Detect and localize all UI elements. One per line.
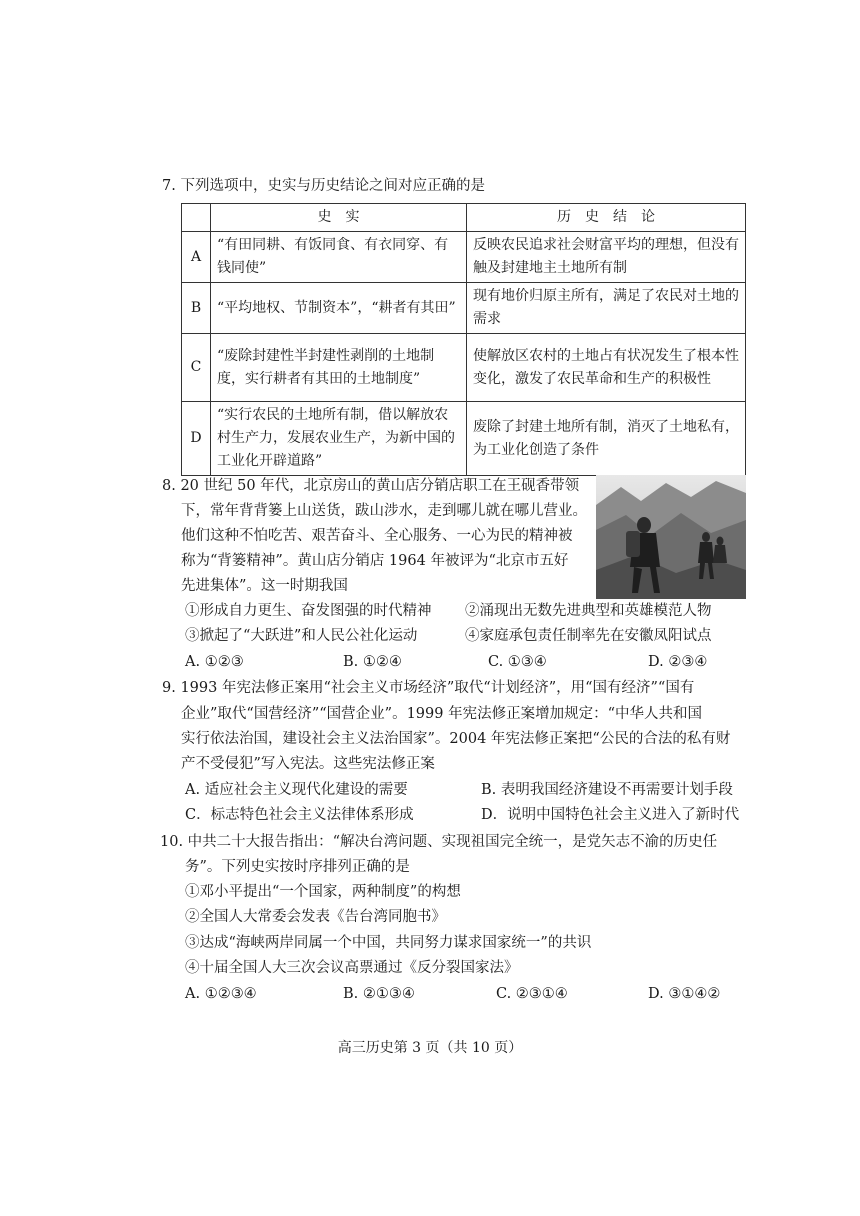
q9-option-c: C．标志特色社会主义法律体系形成 (185, 807, 414, 823)
q8-stem-line: 8. 20 世纪 50 年代，北京房山的黄山店分销店职工在王砚香带领 (162, 478, 580, 494)
q9-option-b: B. 表明我国经济建设不再需要计划手段 (481, 782, 733, 798)
header-fact: 史 实 (211, 204, 467, 232)
q8-item: ②涌现出无数先进典型和英雄模范人物 (465, 603, 712, 619)
fact-cell: “实行农民的土地所有制，借以解放农村生产力，发展农业生产，为新中国的工业化开辟道路” (211, 402, 467, 476)
q9-stem-line: 实行依法治国，建设社会主义法治国家”。2004 年宪法修正案把“公民的合法的私有财 (181, 731, 731, 747)
q10-item: ③达成“海峡两岸同属一个中国，共同努力谋求国家统一”的共识 (185, 935, 592, 951)
q8-stem-line: 先进集体”。这一时期我国 (181, 578, 348, 594)
table-corner (182, 204, 211, 232)
q10-option-d: D. ③①④② (648, 986, 721, 1002)
conclusion-cell: 反映农民追求社会财富平均的理想，但没有触及封建地主土地所有制 (467, 232, 746, 283)
q8-item: ①形成自力更生、奋发图强的时代精神 (185, 603, 432, 619)
q9-stem-line: 产不受侵犯”写入宪法。这些宪法修正案 (181, 756, 435, 772)
q8-stem-line: 他们这种不怕吃苦、艰苦奋斗、全心服务、一心为民的精神被 (181, 528, 573, 544)
fact-cell: “有田同耕、有饭同食、有衣同穿、有钱同使” (211, 232, 467, 283)
q8-item: ④家庭承包责任制率先在安徽凤阳试点 (465, 628, 712, 644)
q10-item: ②全国人大常委会发表《告台湾同胞书》 (185, 909, 446, 925)
table-row (182, 232, 746, 283)
row-label: A (182, 232, 211, 283)
table-row (182, 402, 746, 476)
q10-stem-line: 10. 中共二十大报告指出：“解决台湾问题、实现祖国完全统一，是党矢志不渝的历史任 (160, 834, 718, 850)
q7-stem: 7. 下列选项中，史实与历史结论之间对应正确的是 (162, 178, 485, 194)
q10-stem-line: 务”。下列史实按时序排列正确的是 (185, 859, 410, 875)
mountain-porters-image (596, 475, 746, 599)
conclusion-cell: 废除了封建土地所有制，消灭了土地私有，为工业化创造了条件 (467, 402, 746, 476)
q9-stem-line: 企业”取代“国营经济”“国营企业”。1999 年宪法修正案增加规定：“中华人共和国 (181, 706, 702, 722)
q8-stem-line: 称为“背篓精神”。黄山店分销店 1964 年被评为“北京市五好 (181, 553, 569, 569)
q10-item: ④十届全国人大三次会议高票通过《反分裂国家法》 (185, 960, 519, 976)
q10-option-a: A. ①②③④ (185, 986, 257, 1002)
porters-photo (596, 475, 746, 599)
fact-cell: “废除封建性半封建性剥削的土地制度，实行耕者有其田的土地制度” (211, 334, 467, 402)
q8-item: ③掀起了“大跃进”和人民公社化运动 (185, 628, 418, 644)
q9-stem-line: 9. 1993 年宪法修正案用“社会主义市场经济”取代“计划经济”，用“国有经济”“国有 (162, 680, 695, 696)
q8-option-a: A. ①②③ (185, 654, 244, 670)
header-conclusion: 历 史 结 论 (467, 204, 746, 232)
conclusion-cell: 使解放区农村的土地占有状况发生了根本性变化，激发了农民革命和生产的积极性 (467, 334, 746, 402)
q7-table (181, 203, 746, 476)
q8-option-d: D. ②③④ (648, 654, 708, 670)
q9-option-d: D．说明中国特色社会主义进入了新时代 (481, 807, 740, 823)
q8-option-c: C. ①③④ (488, 654, 547, 670)
table-row (182, 334, 746, 402)
conclusion-cell: 现有地价归原主所有，满足了农民对土地的需求 (467, 283, 746, 334)
q8-stem-line: 下，常年背背篓上山送货，跋山涉水，走到哪儿就在哪儿营业。 (181, 503, 587, 519)
q10-option-c: C. ②③①④ (496, 986, 568, 1002)
q10-option-b: B. ②①③④ (343, 986, 415, 1002)
row-label: D (182, 402, 211, 476)
table-row (182, 283, 746, 334)
q10-item: ①邓小平提出“一个国家，两种制度”的构想 (185, 884, 461, 900)
q8-option-b: B. ①②④ (343, 654, 402, 670)
row-label: B (182, 283, 211, 334)
page-footer: 高三历史第 3 页（共 10 页） (337, 1040, 523, 1056)
fact-cell: “平均地权、节制资本”，“耕者有其田” (211, 283, 467, 334)
q9-option-a: A. 适应社会主义现代化建设的需要 (185, 782, 408, 798)
row-label: C (182, 334, 211, 402)
